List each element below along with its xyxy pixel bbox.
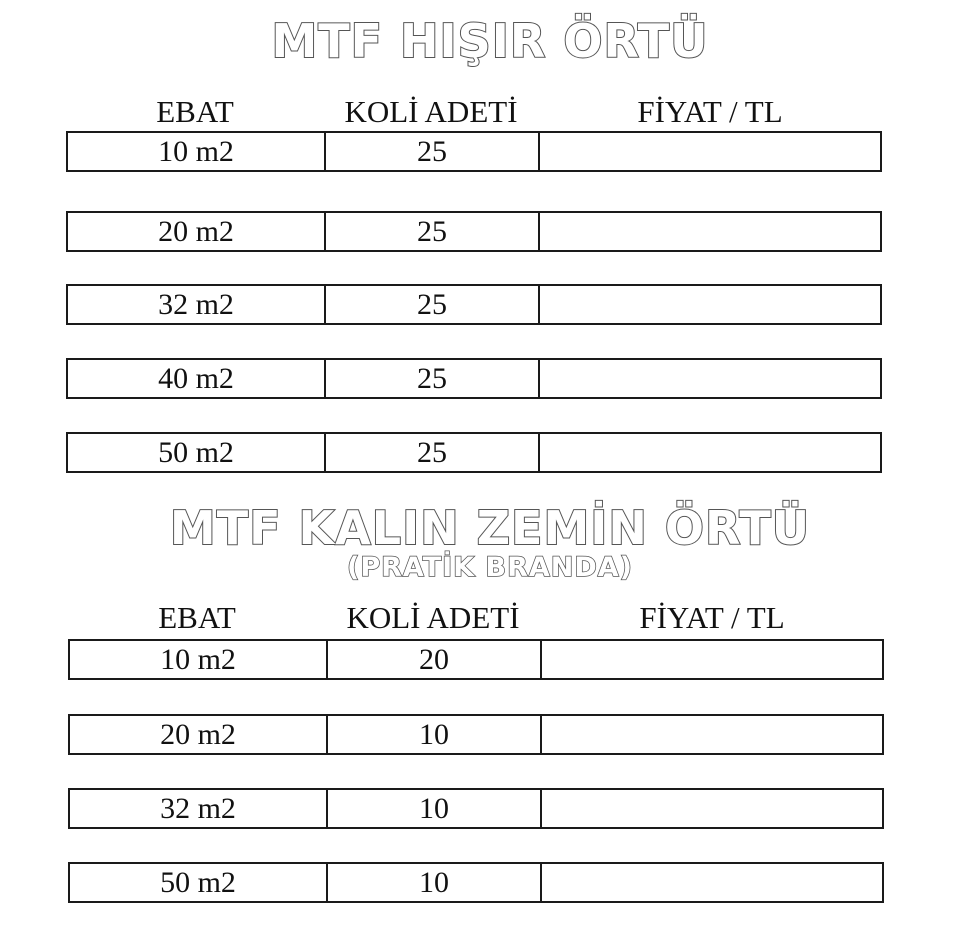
quantity-cell: 20	[328, 641, 542, 678]
price-cell[interactable]	[540, 213, 880, 250]
column-header-size: EBAT	[156, 94, 234, 129]
section1-title: MTF HIŞIR ÖRTÜ	[271, 14, 709, 68]
table-row	[68, 788, 884, 829]
price-cell[interactable]	[542, 864, 882, 901]
table-row	[66, 131, 882, 172]
size-cell: 20 m2	[70, 716, 328, 753]
size-cell: 32 m2	[70, 790, 328, 827]
quantity-cell: 10	[328, 716, 542, 753]
size-cell: 40 m2	[68, 360, 326, 397]
section2-title: MTF KALIN ZEMİN ÖRTÜ	[169, 501, 811, 555]
price-cell[interactable]	[540, 360, 880, 397]
quantity-cell: 25	[326, 286, 540, 323]
size-cell: 32 m2	[68, 286, 326, 323]
quantity-cell: 10	[328, 790, 542, 827]
quantity-cell: 25	[326, 434, 540, 471]
table-row	[66, 432, 882, 473]
table-row	[66, 284, 882, 325]
price-cell[interactable]	[542, 641, 882, 678]
price-cell[interactable]	[542, 790, 882, 827]
column-header-quantity: KOLİ ADETİ	[346, 600, 520, 635]
column-header-size: EBAT	[158, 600, 236, 635]
quantity-cell: 10	[328, 864, 542, 901]
column-header-price: FİYAT / TL	[637, 94, 783, 129]
price-cell[interactable]	[540, 434, 880, 471]
table-row	[68, 862, 884, 903]
price-cell[interactable]	[540, 286, 880, 323]
size-cell: 10 m2	[70, 641, 328, 678]
section2-subtitle: (PRATİK BRANDA)	[346, 552, 633, 583]
price-cell[interactable]	[540, 133, 880, 170]
size-cell: 50 m2	[68, 434, 326, 471]
table-row	[66, 211, 882, 252]
quantity-cell: 25	[326, 360, 540, 397]
table-row	[68, 639, 884, 680]
size-cell: 10 m2	[68, 133, 326, 170]
table-row	[68, 714, 884, 755]
column-header-quantity: KOLİ ADETİ	[344, 94, 518, 129]
quantity-cell: 25	[326, 133, 540, 170]
size-cell: 50 m2	[70, 864, 328, 901]
size-cell: 20 m2	[68, 213, 326, 250]
column-header-price: FİYAT / TL	[639, 600, 785, 635]
section1-column-headers	[66, 94, 882, 130]
quantity-cell: 25	[326, 213, 540, 250]
section2-column-headers	[68, 600, 884, 636]
price-cell[interactable]	[542, 716, 882, 753]
table-row	[66, 358, 882, 399]
